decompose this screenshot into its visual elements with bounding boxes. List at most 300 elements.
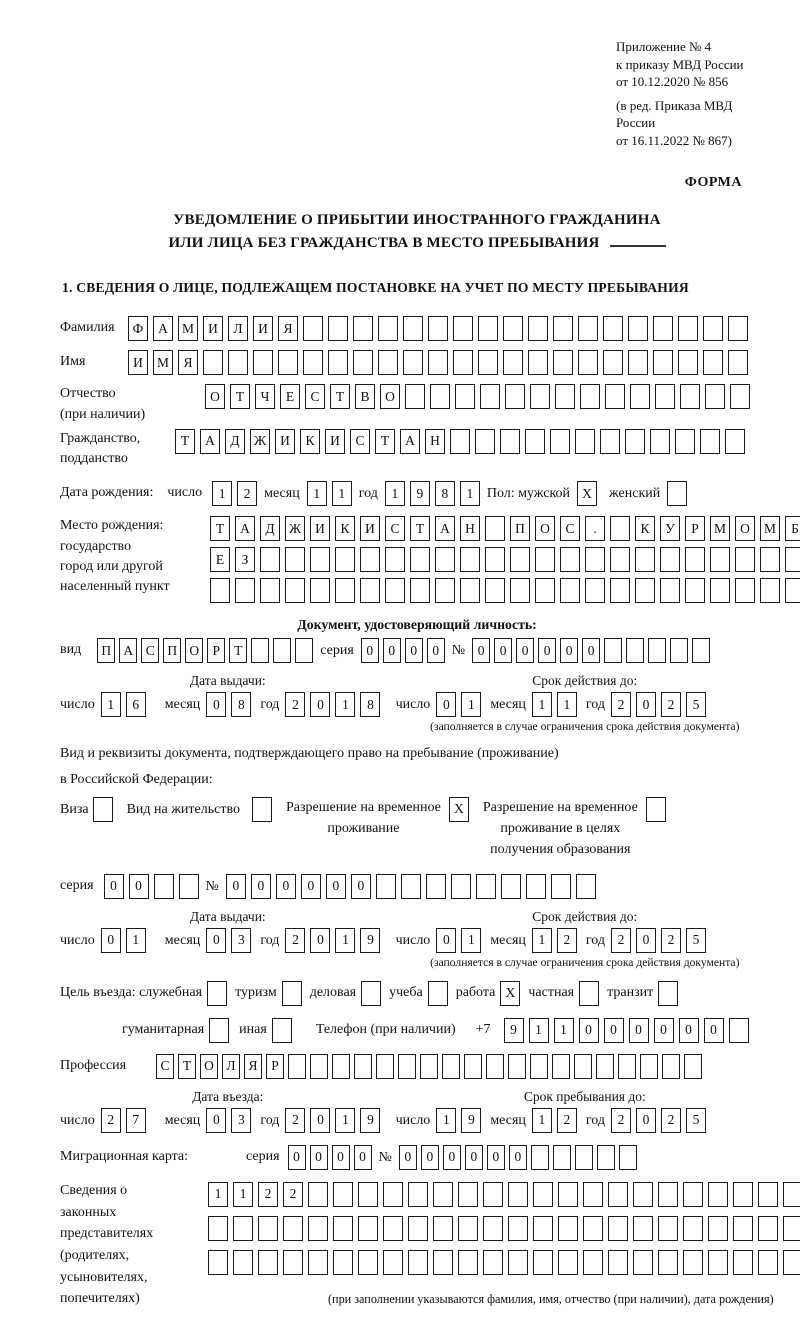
char-cell[interactable]: 2 bbox=[283, 1182, 303, 1207]
char-cell[interactable]: 0 bbox=[582, 638, 600, 663]
char-cell[interactable] bbox=[295, 638, 313, 663]
char-cell[interactable] bbox=[583, 1216, 603, 1241]
char-cell[interactable] bbox=[303, 350, 323, 375]
char-cell[interactable]: 1 bbox=[208, 1182, 228, 1207]
char-cell[interactable] bbox=[253, 350, 273, 375]
char-cell[interactable]: 0 bbox=[443, 1145, 461, 1170]
char-cell[interactable]: Б bbox=[785, 516, 800, 541]
char-cell[interactable] bbox=[558, 1216, 578, 1241]
char-cell[interactable] bbox=[483, 1216, 503, 1241]
char-cell[interactable] bbox=[209, 1018, 229, 1043]
char-cell[interactable] bbox=[282, 981, 302, 1006]
char-cell[interactable] bbox=[660, 547, 680, 572]
char-cell[interactable] bbox=[420, 1054, 438, 1079]
char-cell[interactable]: 1 bbox=[335, 692, 355, 717]
char-cell[interactable] bbox=[410, 578, 430, 603]
char-cell[interactable]: Д bbox=[260, 516, 280, 541]
char-cell[interactable] bbox=[310, 578, 330, 603]
char-cell[interactable] bbox=[683, 1216, 703, 1241]
char-cell[interactable] bbox=[760, 578, 780, 603]
char-cell[interactable] bbox=[233, 1216, 253, 1241]
char-cell[interactable]: Е bbox=[210, 547, 230, 572]
char-cell[interactable] bbox=[658, 1182, 678, 1207]
char-cell[interactable]: Т bbox=[229, 638, 247, 663]
char-cell[interactable] bbox=[405, 384, 425, 409]
char-cell[interactable] bbox=[333, 1216, 353, 1241]
char-cell[interactable] bbox=[558, 1182, 578, 1207]
char-cell[interactable] bbox=[483, 1182, 503, 1207]
char-cell[interactable] bbox=[608, 1216, 628, 1241]
char-cell[interactable] bbox=[628, 316, 648, 341]
char-cell[interactable]: Т bbox=[375, 429, 395, 454]
char-cell[interactable] bbox=[335, 547, 355, 572]
char-cell[interactable] bbox=[501, 874, 521, 899]
char-cell[interactable] bbox=[93, 797, 113, 822]
char-cell[interactable]: П bbox=[97, 638, 115, 663]
char-cell[interactable]: 0 bbox=[206, 692, 226, 717]
char-cell[interactable] bbox=[203, 350, 223, 375]
char-cell[interactable] bbox=[646, 797, 666, 822]
char-cell[interactable]: Т bbox=[175, 429, 195, 454]
char-cell[interactable] bbox=[403, 316, 423, 341]
char-cell[interactable] bbox=[708, 1250, 728, 1275]
char-cell[interactable] bbox=[633, 1250, 653, 1275]
char-cell[interactable]: 1 bbox=[385, 481, 405, 506]
char-cell[interactable] bbox=[684, 1054, 702, 1079]
char-cell[interactable] bbox=[273, 638, 291, 663]
char-cell[interactable] bbox=[608, 1250, 628, 1275]
char-cell[interactable] bbox=[703, 316, 723, 341]
char-cell[interactable]: Т bbox=[330, 384, 350, 409]
char-cell[interactable] bbox=[630, 384, 650, 409]
char-cell[interactable] bbox=[428, 981, 448, 1006]
char-cell[interactable] bbox=[692, 638, 710, 663]
char-cell[interactable]: К bbox=[300, 429, 320, 454]
char-cell[interactable] bbox=[675, 429, 695, 454]
char-cell[interactable]: Ч bbox=[255, 384, 275, 409]
char-cell[interactable] bbox=[485, 516, 505, 541]
char-cell[interactable] bbox=[426, 874, 446, 899]
char-cell[interactable]: 0 bbox=[251, 874, 271, 899]
char-cell[interactable]: 0 bbox=[436, 692, 456, 717]
char-cell[interactable] bbox=[408, 1182, 428, 1207]
char-cell[interactable] bbox=[480, 384, 500, 409]
char-cell[interactable]: О bbox=[535, 516, 555, 541]
char-cell[interactable] bbox=[508, 1054, 526, 1079]
char-cell[interactable]: 0 bbox=[436, 928, 456, 953]
char-cell[interactable] bbox=[610, 547, 630, 572]
char-cell[interactable] bbox=[361, 981, 381, 1006]
char-cell[interactable]: 2 bbox=[611, 692, 631, 717]
char-cell[interactable] bbox=[260, 547, 280, 572]
char-cell[interactable]: Н bbox=[425, 429, 445, 454]
char-cell[interactable] bbox=[635, 547, 655, 572]
char-cell[interactable]: Ф bbox=[128, 316, 148, 341]
char-cell[interactable] bbox=[603, 316, 623, 341]
char-cell[interactable]: П bbox=[163, 638, 181, 663]
char-cell[interactable] bbox=[500, 429, 520, 454]
char-cell[interactable] bbox=[385, 578, 405, 603]
char-cell[interactable] bbox=[453, 316, 473, 341]
char-cell[interactable] bbox=[210, 578, 230, 603]
char-cell[interactable]: М bbox=[710, 516, 730, 541]
char-cell[interactable] bbox=[575, 429, 595, 454]
char-cell[interactable] bbox=[508, 1250, 528, 1275]
char-cell[interactable] bbox=[558, 1250, 578, 1275]
char-cell[interactable] bbox=[653, 350, 673, 375]
char-cell[interactable]: И bbox=[275, 429, 295, 454]
char-cell[interactable] bbox=[533, 1182, 553, 1207]
char-cell[interactable]: 2 bbox=[611, 1108, 631, 1133]
char-cell[interactable]: 2 bbox=[611, 928, 631, 953]
char-cell[interactable] bbox=[332, 1054, 350, 1079]
char-cell[interactable]: X bbox=[449, 797, 469, 822]
char-cell[interactable]: 1 bbox=[307, 481, 327, 506]
char-cell[interactable] bbox=[667, 481, 687, 506]
char-cell[interactable]: Т bbox=[210, 516, 230, 541]
char-cell[interactable]: И bbox=[325, 429, 345, 454]
char-cell[interactable]: 8 bbox=[435, 481, 455, 506]
char-cell[interactable]: 2 bbox=[661, 692, 681, 717]
char-cell[interactable] bbox=[383, 1182, 403, 1207]
char-cell[interactable] bbox=[600, 429, 620, 454]
char-cell[interactable]: Т bbox=[178, 1054, 196, 1079]
char-cell[interactable] bbox=[285, 578, 305, 603]
char-cell[interactable]: 2 bbox=[285, 1108, 305, 1133]
char-cell[interactable]: 0 bbox=[310, 1145, 328, 1170]
char-cell[interactable] bbox=[408, 1250, 428, 1275]
char-cell[interactable]: X bbox=[577, 481, 597, 506]
char-cell[interactable] bbox=[683, 1250, 703, 1275]
char-cell[interactable] bbox=[725, 429, 745, 454]
char-cell[interactable] bbox=[328, 350, 348, 375]
char-cell[interactable] bbox=[458, 1216, 478, 1241]
char-cell[interactable]: 2 bbox=[237, 481, 257, 506]
char-cell[interactable] bbox=[308, 1250, 328, 1275]
char-cell[interactable] bbox=[503, 350, 523, 375]
char-cell[interactable]: Ж bbox=[285, 516, 305, 541]
char-cell[interactable] bbox=[633, 1216, 653, 1241]
char-cell[interactable] bbox=[288, 1054, 306, 1079]
char-cell[interactable]: 0 bbox=[301, 874, 321, 899]
char-cell[interactable]: 9 bbox=[461, 1108, 481, 1133]
char-cell[interactable]: 8 bbox=[231, 692, 251, 717]
char-cell[interactable]: Р bbox=[207, 638, 225, 663]
char-cell[interactable] bbox=[430, 384, 450, 409]
char-cell[interactable] bbox=[628, 350, 648, 375]
char-cell[interactable]: 6 bbox=[126, 692, 146, 717]
char-cell[interactable] bbox=[528, 350, 548, 375]
char-cell[interactable]: 0 bbox=[487, 1145, 505, 1170]
char-cell[interactable] bbox=[398, 1054, 416, 1079]
char-cell[interactable]: 0 bbox=[421, 1145, 439, 1170]
char-cell[interactable]: О bbox=[735, 516, 755, 541]
char-cell[interactable] bbox=[560, 578, 580, 603]
char-cell[interactable] bbox=[578, 350, 598, 375]
char-cell[interactable] bbox=[428, 316, 448, 341]
char-cell[interactable] bbox=[625, 429, 645, 454]
char-cell[interactable] bbox=[678, 316, 698, 341]
char-cell[interactable]: 3 bbox=[231, 1108, 251, 1133]
char-cell[interactable]: 9 bbox=[410, 481, 430, 506]
char-cell[interactable] bbox=[728, 316, 748, 341]
char-cell[interactable] bbox=[410, 547, 430, 572]
char-cell[interactable]: С bbox=[305, 384, 325, 409]
char-cell[interactable]: 1 bbox=[335, 1108, 355, 1133]
char-cell[interactable] bbox=[685, 578, 705, 603]
char-cell[interactable] bbox=[333, 1250, 353, 1275]
char-cell[interactable] bbox=[680, 384, 700, 409]
char-cell[interactable] bbox=[551, 874, 571, 899]
char-cell[interactable] bbox=[728, 350, 748, 375]
char-cell[interactable] bbox=[658, 981, 678, 1006]
char-cell[interactable] bbox=[670, 638, 688, 663]
char-cell[interactable] bbox=[708, 1182, 728, 1207]
char-cell[interactable]: 0 bbox=[310, 928, 330, 953]
char-cell[interactable] bbox=[596, 1054, 614, 1079]
char-cell[interactable] bbox=[583, 1250, 603, 1275]
char-cell[interactable] bbox=[758, 1182, 778, 1207]
char-cell[interactable]: А bbox=[235, 516, 255, 541]
char-cell[interactable]: Л bbox=[222, 1054, 240, 1079]
char-cell[interactable]: 0 bbox=[104, 874, 124, 899]
char-cell[interactable]: 9 bbox=[360, 1108, 380, 1133]
char-cell[interactable] bbox=[208, 1216, 228, 1241]
char-cell[interactable]: Ж bbox=[250, 429, 270, 454]
char-cell[interactable] bbox=[503, 316, 523, 341]
char-cell[interactable] bbox=[233, 1250, 253, 1275]
char-cell[interactable]: Р bbox=[685, 516, 705, 541]
char-cell[interactable] bbox=[552, 1054, 570, 1079]
char-cell[interactable]: 1 bbox=[557, 692, 577, 717]
char-cell[interactable] bbox=[354, 1054, 372, 1079]
char-cell[interactable]: Д bbox=[225, 429, 245, 454]
char-cell[interactable] bbox=[308, 1182, 328, 1207]
char-cell[interactable] bbox=[610, 578, 630, 603]
char-cell[interactable]: С bbox=[350, 429, 370, 454]
char-cell[interactable]: 0 bbox=[516, 638, 534, 663]
char-cell[interactable]: З bbox=[235, 547, 255, 572]
char-cell[interactable] bbox=[510, 547, 530, 572]
char-cell[interactable] bbox=[710, 547, 730, 572]
char-cell[interactable] bbox=[408, 1216, 428, 1241]
char-cell[interactable]: 0 bbox=[604, 1018, 624, 1043]
char-cell[interactable]: 9 bbox=[360, 928, 380, 953]
char-cell[interactable]: 1 bbox=[554, 1018, 574, 1043]
char-cell[interactable]: 0 bbox=[472, 638, 490, 663]
char-cell[interactable] bbox=[378, 350, 398, 375]
char-cell[interactable]: А bbox=[200, 429, 220, 454]
char-cell[interactable] bbox=[579, 981, 599, 1006]
char-cell[interactable]: 0 bbox=[332, 1145, 350, 1170]
char-cell[interactable] bbox=[604, 638, 622, 663]
char-cell[interactable] bbox=[485, 547, 505, 572]
char-cell[interactable] bbox=[433, 1216, 453, 1241]
char-cell[interactable] bbox=[401, 874, 421, 899]
char-cell[interactable] bbox=[683, 1182, 703, 1207]
char-cell[interactable] bbox=[358, 1182, 378, 1207]
char-cell[interactable] bbox=[360, 578, 380, 603]
char-cell[interactable]: С bbox=[560, 516, 580, 541]
char-cell[interactable] bbox=[278, 350, 298, 375]
char-cell[interactable]: 0 bbox=[310, 1108, 330, 1133]
char-cell[interactable]: 0 bbox=[288, 1145, 306, 1170]
char-cell[interactable] bbox=[785, 547, 800, 572]
char-cell[interactable]: О bbox=[205, 384, 225, 409]
char-cell[interactable] bbox=[308, 1216, 328, 1241]
char-cell[interactable] bbox=[228, 350, 248, 375]
char-cell[interactable]: 0 bbox=[206, 1108, 226, 1133]
char-cell[interactable]: 0 bbox=[310, 692, 330, 717]
char-cell[interactable] bbox=[485, 578, 505, 603]
char-cell[interactable]: 0 bbox=[636, 1108, 656, 1133]
char-cell[interactable] bbox=[655, 384, 675, 409]
char-cell[interactable]: 2 bbox=[258, 1182, 278, 1207]
char-cell[interactable]: 0 bbox=[679, 1018, 699, 1043]
char-cell[interactable] bbox=[333, 1182, 353, 1207]
char-cell[interactable] bbox=[207, 981, 227, 1006]
char-cell[interactable] bbox=[478, 316, 498, 341]
char-cell[interactable] bbox=[658, 1250, 678, 1275]
char-cell[interactable]: А bbox=[153, 316, 173, 341]
char-cell[interactable]: 1 bbox=[532, 928, 552, 953]
char-cell[interactable] bbox=[252, 797, 272, 822]
char-cell[interactable] bbox=[179, 874, 199, 899]
char-cell[interactable] bbox=[733, 1182, 753, 1207]
char-cell[interactable] bbox=[358, 1216, 378, 1241]
char-cell[interactable] bbox=[653, 316, 673, 341]
char-cell[interactable]: 0 bbox=[427, 638, 445, 663]
char-cell[interactable]: 2 bbox=[661, 1108, 681, 1133]
char-cell[interactable] bbox=[526, 874, 546, 899]
char-cell[interactable]: 5 bbox=[686, 928, 706, 953]
char-cell[interactable] bbox=[476, 874, 496, 899]
char-cell[interactable]: 7 bbox=[126, 1108, 146, 1133]
char-cell[interactable] bbox=[258, 1216, 278, 1241]
char-cell[interactable] bbox=[703, 350, 723, 375]
char-cell[interactable] bbox=[385, 547, 405, 572]
char-cell[interactable] bbox=[553, 1145, 571, 1170]
char-cell[interactable] bbox=[603, 350, 623, 375]
char-cell[interactable] bbox=[303, 316, 323, 341]
char-cell[interactable]: 0 bbox=[579, 1018, 599, 1043]
char-cell[interactable]: Н bbox=[460, 516, 480, 541]
char-cell[interactable] bbox=[272, 1018, 292, 1043]
char-cell[interactable] bbox=[648, 638, 666, 663]
char-cell[interactable] bbox=[729, 1018, 749, 1043]
char-cell[interactable]: Я bbox=[178, 350, 198, 375]
char-cell[interactable] bbox=[580, 384, 600, 409]
char-cell[interactable]: 0 bbox=[704, 1018, 724, 1043]
char-cell[interactable] bbox=[450, 429, 470, 454]
char-cell[interactable] bbox=[535, 547, 555, 572]
char-cell[interactable] bbox=[283, 1216, 303, 1241]
char-cell[interactable] bbox=[428, 350, 448, 375]
char-cell[interactable] bbox=[605, 384, 625, 409]
char-cell[interactable] bbox=[553, 316, 573, 341]
char-cell[interactable]: А bbox=[400, 429, 420, 454]
char-cell[interactable]: 5 bbox=[686, 692, 706, 717]
char-cell[interactable] bbox=[530, 1054, 548, 1079]
char-cell[interactable]: 0 bbox=[629, 1018, 649, 1043]
char-cell[interactable]: X bbox=[500, 981, 520, 1006]
char-cell[interactable] bbox=[730, 384, 750, 409]
char-cell[interactable]: 0 bbox=[538, 638, 556, 663]
char-cell[interactable]: Я bbox=[244, 1054, 262, 1079]
char-cell[interactable]: 0 bbox=[654, 1018, 674, 1043]
char-cell[interactable] bbox=[619, 1145, 637, 1170]
char-cell[interactable]: 0 bbox=[383, 638, 401, 663]
char-cell[interactable] bbox=[640, 1054, 658, 1079]
char-cell[interactable] bbox=[505, 384, 525, 409]
char-cell[interactable]: И bbox=[253, 316, 273, 341]
char-cell[interactable] bbox=[660, 578, 680, 603]
char-cell[interactable]: И bbox=[360, 516, 380, 541]
char-cell[interactable] bbox=[575, 1145, 593, 1170]
char-cell[interactable] bbox=[658, 1216, 678, 1241]
char-cell[interactable] bbox=[433, 1182, 453, 1207]
char-cell[interactable] bbox=[433, 1250, 453, 1275]
char-cell[interactable]: 2 bbox=[101, 1108, 121, 1133]
char-cell[interactable] bbox=[650, 429, 670, 454]
char-cell[interactable]: 1 bbox=[212, 481, 232, 506]
char-cell[interactable]: А bbox=[435, 516, 455, 541]
char-cell[interactable] bbox=[700, 429, 720, 454]
char-cell[interactable] bbox=[555, 384, 575, 409]
char-cell[interactable] bbox=[525, 429, 545, 454]
char-cell[interactable] bbox=[635, 578, 655, 603]
char-cell[interactable]: 0 bbox=[465, 1145, 483, 1170]
char-cell[interactable] bbox=[353, 316, 373, 341]
char-cell[interactable]: 0 bbox=[636, 928, 656, 953]
char-cell[interactable] bbox=[310, 547, 330, 572]
char-cell[interactable] bbox=[460, 547, 480, 572]
char-cell[interactable] bbox=[610, 516, 630, 541]
char-cell[interactable]: 1 bbox=[461, 692, 481, 717]
char-cell[interactable]: Л bbox=[228, 316, 248, 341]
char-cell[interactable] bbox=[442, 1054, 460, 1079]
char-cell[interactable]: 1 bbox=[335, 928, 355, 953]
char-cell[interactable] bbox=[783, 1216, 800, 1241]
char-cell[interactable] bbox=[464, 1054, 482, 1079]
char-cell[interactable]: 2 bbox=[285, 692, 305, 717]
char-cell[interactable] bbox=[783, 1182, 800, 1207]
char-cell[interactable]: 0 bbox=[509, 1145, 527, 1170]
char-cell[interactable]: 0 bbox=[276, 874, 296, 899]
char-cell[interactable] bbox=[530, 384, 550, 409]
char-cell[interactable]: 0 bbox=[399, 1145, 417, 1170]
char-cell[interactable] bbox=[478, 350, 498, 375]
char-cell[interactable]: Е bbox=[280, 384, 300, 409]
char-cell[interactable] bbox=[460, 578, 480, 603]
char-cell[interactable]: 8 bbox=[360, 692, 380, 717]
char-cell[interactable] bbox=[283, 1250, 303, 1275]
char-cell[interactable]: 0 bbox=[326, 874, 346, 899]
char-cell[interactable] bbox=[435, 578, 455, 603]
char-cell[interactable]: 1 bbox=[436, 1108, 456, 1133]
char-cell[interactable] bbox=[708, 1216, 728, 1241]
char-cell[interactable] bbox=[378, 316, 398, 341]
char-cell[interactable] bbox=[451, 874, 471, 899]
char-cell[interactable] bbox=[510, 578, 530, 603]
char-cell[interactable] bbox=[154, 874, 174, 899]
char-cell[interactable] bbox=[735, 578, 755, 603]
char-cell[interactable]: 9 bbox=[504, 1018, 524, 1043]
char-cell[interactable]: 1 bbox=[101, 692, 121, 717]
char-cell[interactable] bbox=[376, 1054, 394, 1079]
char-cell[interactable] bbox=[358, 1250, 378, 1275]
char-cell[interactable] bbox=[733, 1216, 753, 1241]
